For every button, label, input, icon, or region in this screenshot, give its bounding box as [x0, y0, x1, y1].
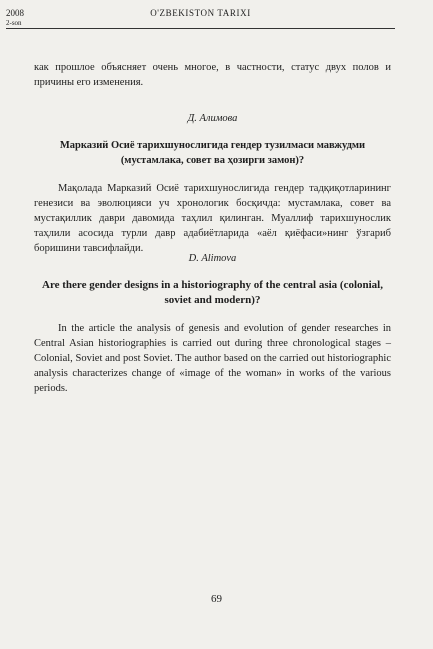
uzbek-author: Д. Алимова	[187, 113, 238, 124]
uzbek-abstract: Мақолада Марказий Осиё тарихшунослигида гендер тадқиқотларининг генезиси ва эволюцияси уч хронологик босқичда: мустамлака, совет ва мустақиллик даври давомида таҳлил қилинган. Муаллиф тарихшунослик таҳлили асосида турли давр адабиётларида «аёл қиёфаси»нинг ўзгариб боришини тавсифлайди.	[34, 183, 391, 254]
intro-paragraph: как прошлое объясняет очень многое, в частности, статус двух полов и причины его изменения.	[34, 62, 391, 88]
running-header	[6, 6, 395, 29]
english-author: D. Alimova	[188, 253, 237, 264]
page-number: 69	[211, 593, 222, 605]
english-article-title: Are there gender designs in a historiography of the central asia (colonial, soviet and modern)?	[42, 279, 383, 306]
header-issue: 2-son	[6, 19, 22, 27]
header-year: 2008	[6, 8, 24, 18]
uzbek-article-title: Марказий Осиё тарихшунослигида гендер тузилмаси мавжудми (мустамлака, совет ва ҳозирги замон)?	[59, 140, 366, 166]
english-abstract: In the article the analysis of genesis and evolution of gender researches in Central Asian historiographies is carried out during three chronological stages – Colonial, Soviet and post Soviet. The author based on the carried out historiographic analysis characterizes change of «image of the woman» in works of the various periods.	[34, 323, 391, 394]
header-journal-title: O'ZBEKISTON TARIXI	[150, 8, 251, 18]
